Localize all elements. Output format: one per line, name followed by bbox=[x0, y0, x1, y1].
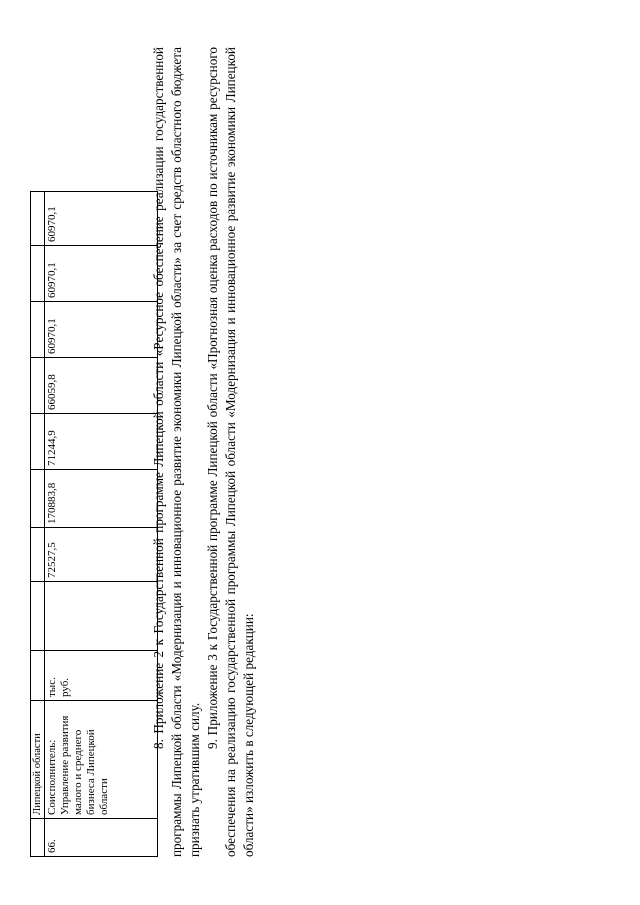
row-number: 66. bbox=[45, 819, 158, 857]
value-cell: 60970,1 bbox=[45, 192, 158, 246]
value-cell: 71244,9 bbox=[45, 414, 158, 470]
executor-label: Соисполнитель: bbox=[46, 739, 58, 815]
table-cell bbox=[31, 358, 45, 414]
program-table-fragment bbox=[30, 191, 158, 857]
table-cell bbox=[31, 819, 45, 857]
value-cell: 66059,8 bbox=[45, 358, 158, 414]
executor-line: области bbox=[98, 778, 110, 815]
value-cell: 60970,1 bbox=[45, 302, 158, 358]
value-cell: 72527,5 bbox=[45, 528, 158, 582]
table-cell bbox=[31, 470, 45, 528]
table-cell bbox=[31, 414, 45, 470]
executor-line: бизнеса Липецкой bbox=[85, 729, 97, 815]
table-row bbox=[45, 192, 158, 857]
table-cell bbox=[31, 582, 45, 651]
table-row-continuation bbox=[31, 192, 45, 857]
paragraph-9: 9. Приложение 3 к Государственной программе Липецкой области «Прогнозная оценка расходов по источникам ресурсного обеспечения на реализацию государственной программы Липецкой области «Модернизация и инновационное развитие экономики Липецкой области» изложить в следующей редакции: bbox=[205, 47, 256, 857]
table-cell bbox=[31, 302, 45, 358]
unit-cell: тыс. руб. bbox=[45, 651, 158, 701]
table-cell bbox=[31, 528, 45, 582]
body-text bbox=[150, 47, 258, 857]
value-cell: 60970,1 bbox=[45, 246, 158, 302]
table-cell bbox=[31, 651, 45, 701]
value-cell: 170883,8 bbox=[45, 470, 158, 528]
paragraph-8: 8. Приложение 2 к Государственной программе Липецкой области «Ресурсное обеспечение реализации государственной программы Липецкой области «Модернизация и инновационное развитие экономики Липецкой области» за счет средств областного бюджета признать утратившим силу. bbox=[151, 47, 202, 857]
table-cell bbox=[31, 192, 45, 246]
executor-cell bbox=[45, 701, 158, 819]
table-cell-name-continued: Липецкой области bbox=[31, 701, 45, 819]
table-cell-empty bbox=[45, 582, 158, 651]
executor-line: Управление развития bbox=[59, 715, 71, 815]
executor-line: малого и среднего bbox=[72, 729, 84, 815]
table-cell bbox=[31, 246, 45, 302]
